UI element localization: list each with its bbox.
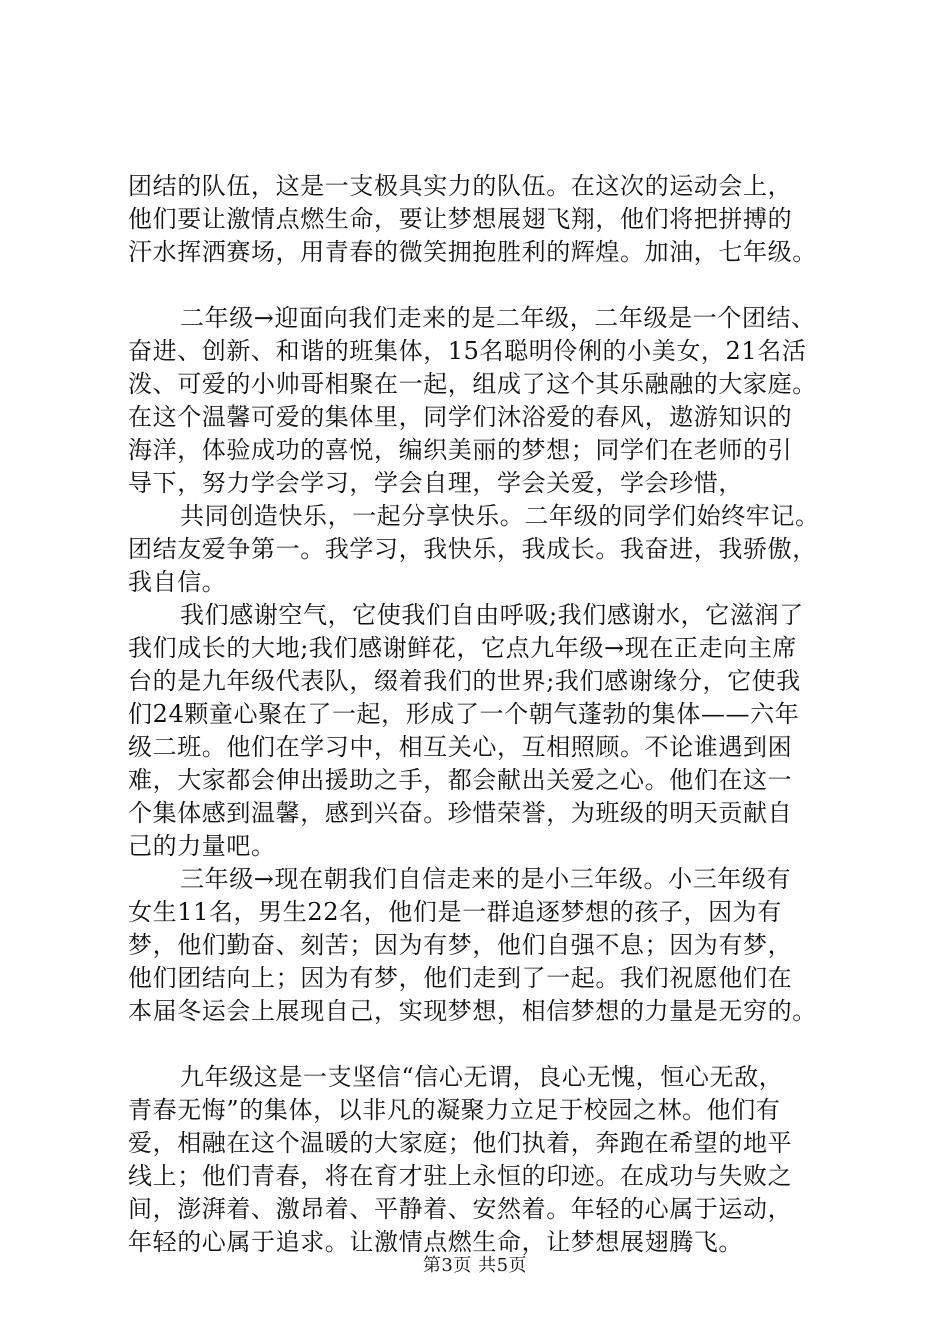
text-line: 二年级→迎面向我们走来的是二年级，二年级是一个团结、 bbox=[180, 304, 816, 332]
text-line: 己的力量吧。 bbox=[128, 832, 276, 860]
text-line: 们24颗童心聚在了一起，形成了一个朝气蓬勃的集体——六年 bbox=[128, 700, 800, 728]
text-line: 难，大家都会伸出援助之手，都会献出关爱之心。他们在这一 bbox=[128, 766, 793, 794]
text-line: 线上；他们青春，将在育才驻上永恒的印迹。在成功与失败之 bbox=[128, 1162, 793, 1190]
text-line: 年轻的心属于追求。让激情点燃生命，让梦想展翅腾飞。 bbox=[128, 1228, 743, 1256]
text-line: 共同创造快乐，一起分享快乐。二年级的同学们始终牢记。 bbox=[180, 502, 820, 530]
text-line: 台的是九年级代表队，缀着我们的世界;我们感谢缘分，它使我 bbox=[128, 667, 801, 695]
text-line: 九年级这是一支坚信“信心无谓，良心无愧，恒心无敌， bbox=[180, 1063, 784, 1091]
text-line: 奋进、创新、和谐的班集体，15名聪明伶俐的小美女，21名活 bbox=[128, 337, 807, 365]
text-line: 在这个温馨可爱的集体里，同学们沐浴爱的春风，遨游知识的 bbox=[128, 403, 793, 431]
text-line: 团结的队伍，这是一支极具实力的队伍。在这次的运动会上， bbox=[128, 172, 793, 200]
text-line: 他们要让激情点燃生命，要让梦想展翅飞翔，他们将把拼搏的 bbox=[128, 205, 793, 233]
text-line: 团结友爱争第一。我学习，我快乐，我成长。我奋进，我骄傲， bbox=[128, 535, 817, 563]
document-body bbox=[128, 170, 858, 1292]
text-line: 青春无悔”的集体，以非凡的凝聚力立足于校园之林。他们有 bbox=[128, 1096, 781, 1124]
text-line: 我们感谢空气，它使我们自由呼吸;我们感谢水，它滋润了 bbox=[180, 601, 804, 629]
text-line: 我自信。 bbox=[128, 568, 227, 596]
paragraph-gap bbox=[128, 269, 858, 302]
text-line: 他们团结向上；因为有梦，他们走到了一起。我们祝愿他们在 bbox=[128, 964, 793, 992]
text-line: 三年级→现在朝我们自信走来的是小三年级。小三年级有 bbox=[180, 865, 792, 893]
text-line: 级二班。他们在学习中，相互关心，互相照顾。不论谁遇到困 bbox=[128, 733, 793, 761]
paragraph-gap bbox=[128, 1028, 858, 1061]
text-line: 间，澎湃着、激昂着、平静着、安然着。年轻的心属于运动， bbox=[128, 1195, 793, 1223]
text-line: 梦，他们勤奋、刻苦；因为有梦，他们自强不息；因为有梦， bbox=[128, 931, 793, 959]
text-line: 海洋，体验成功的喜悦，编织美丽的梦想；同学们在老师的引 bbox=[128, 436, 793, 464]
text-line: 爱，相融在这个温暖的大家庭；他们执着，奔跑在希望的地平 bbox=[128, 1129, 793, 1157]
text-line: 导下，努力学会学习，学会自理，学会关爱，学会珍惜， bbox=[128, 469, 743, 497]
text-line: 女生11名，男生22名，他们是一群追逐梦想的孩子，因为有 bbox=[128, 898, 782, 926]
text-line: 汗水挥洒赛场，用青春的微笑拥抱胜利的辉煌。加油，七年级。 bbox=[128, 238, 817, 266]
page-number-footer: 第3页 共5页 bbox=[422, 1255, 528, 1276]
text-line: 本届冬运会上展现自己，实现梦想，相信梦想的力量是无穷的。 bbox=[128, 997, 817, 1025]
text-line: 个集体感到温馨，感到兴奋。珍惜荣誉，为班级的明天贡献自 bbox=[128, 799, 793, 827]
text-line: 我们成长的大地;我们感谢鲜花，它点九年级→现在正走向主席 bbox=[128, 634, 797, 662]
text-line: 泼、可爱的小帅哥相聚在一起，组成了这个其乐融融的大家庭。 bbox=[128, 370, 817, 398]
